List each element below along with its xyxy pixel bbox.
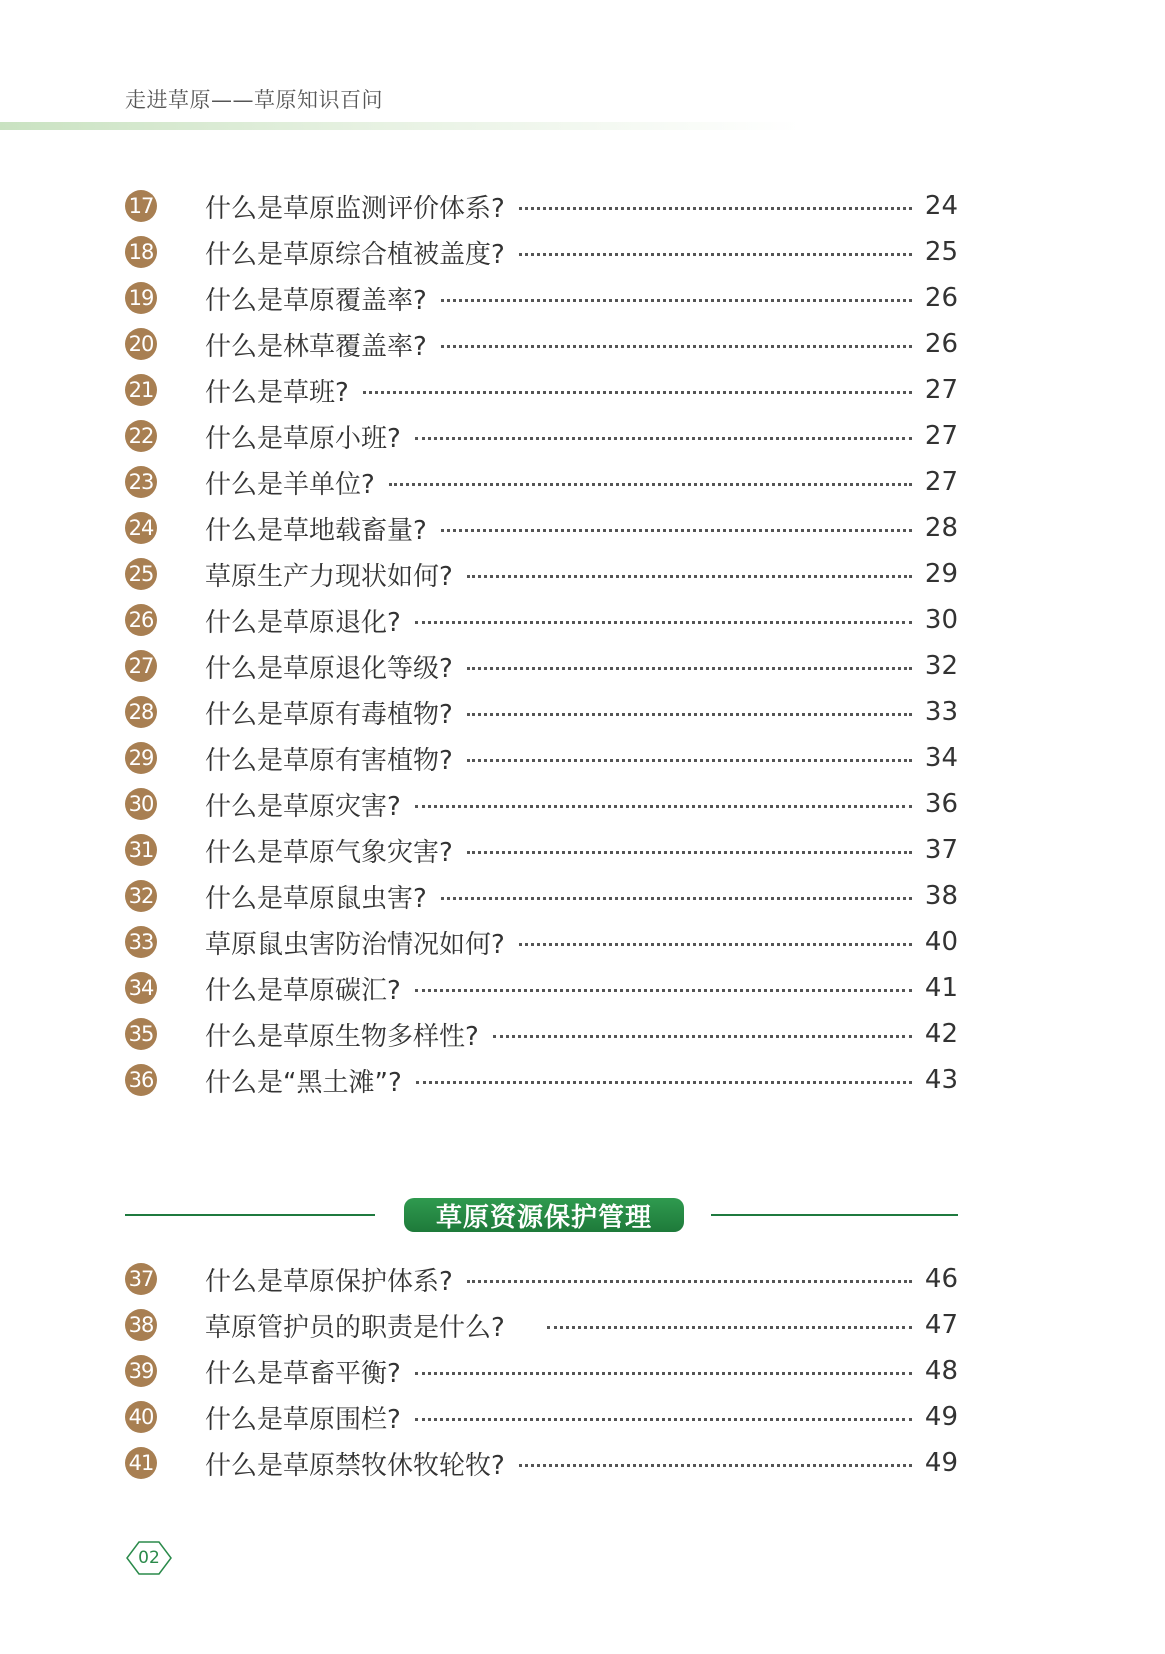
entry-number-badge: 30 [125, 788, 157, 820]
entry-page-number: 26 [924, 283, 958, 313]
entry-number-badge: 34 [125, 972, 157, 1004]
toc-entry[interactable] [125, 369, 958, 411]
dot-leader [547, 1326, 912, 1329]
entry-question: 什么是草原有毒植物? [205, 699, 453, 730]
entry-question: 什么是草原禁牧休牧轮牧? [205, 1450, 505, 1481]
entry-question: 什么是“黑土滩”? [205, 1067, 402, 1098]
entry-page-number: 25 [924, 237, 958, 267]
toc-entry[interactable] [125, 921, 958, 963]
dot-leader [467, 759, 912, 762]
toc-entry[interactable] [125, 691, 958, 733]
entry-question: 什么是草原退化? [205, 607, 401, 638]
entry-number-badge: 40 [125, 1401, 157, 1433]
entry-page-number: 26 [924, 329, 958, 359]
entry-number-badge: 29 [125, 742, 157, 774]
entry-question: 什么是草原监测评价体系? [205, 193, 505, 224]
toc-entry[interactable] [125, 1396, 958, 1438]
entry-question: 什么是草原鼠虫害? [205, 883, 427, 914]
toc-entry[interactable] [125, 277, 958, 319]
dot-leader [415, 1372, 912, 1375]
dot-leader [493, 1035, 912, 1038]
entry-page-number: 27 [924, 421, 958, 451]
entry-page-number: 43 [924, 1065, 958, 1095]
entry-question: 什么是草原综合植被盖度? [205, 239, 505, 270]
entry-question: 什么是草原退化等级? [205, 653, 453, 684]
toc-entry[interactable] [125, 645, 958, 687]
entry-page-number: 40 [924, 927, 958, 957]
toc-entry[interactable] [125, 1350, 958, 1392]
dot-leader [519, 1464, 912, 1467]
section-divider-right [711, 1214, 958, 1216]
entry-number-badge: 37 [125, 1263, 157, 1295]
dot-leader [519, 943, 912, 946]
toc-entry[interactable] [125, 875, 958, 917]
entry-number-badge: 27 [125, 650, 157, 682]
entry-number-badge: 22 [125, 420, 157, 452]
dot-leader [441, 345, 912, 348]
entry-question: 什么是草原覆盖率? [205, 285, 427, 316]
entry-question: 什么是草原气象灾害? [205, 837, 453, 868]
entry-number-badge: 38 [125, 1309, 157, 1341]
dot-leader [467, 667, 912, 670]
dot-leader [416, 1081, 912, 1084]
dot-leader [415, 989, 912, 992]
entry-page-number: 48 [924, 1356, 958, 1386]
entry-number-badge: 33 [125, 926, 157, 958]
entry-page-number: 38 [924, 881, 958, 911]
entry-question: 什么是草原碳汇? [205, 975, 401, 1006]
dot-leader [415, 621, 912, 624]
entry-number-badge: 23 [125, 466, 157, 498]
entry-number-badge: 26 [125, 604, 157, 636]
toc-entry[interactable] [125, 1442, 958, 1484]
entry-page-number: 30 [924, 605, 958, 635]
entry-number-badge: 25 [125, 558, 157, 590]
dot-leader [467, 575, 912, 578]
entry-question: 草原管护员的职责是什么? [205, 1312, 505, 1343]
dot-leader [467, 1280, 912, 1283]
entry-page-number: 33 [924, 697, 958, 727]
entry-number-badge: 31 [125, 834, 157, 866]
entry-page-number: 27 [924, 375, 958, 405]
header-decorative-band [0, 122, 800, 130]
dot-leader [467, 851, 912, 854]
entry-question: 草原生产力现状如何? [205, 561, 453, 592]
entry-number-badge: 17 [125, 190, 157, 222]
toc-entry[interactable] [125, 967, 958, 1009]
dot-leader [441, 897, 912, 900]
entry-question: 什么是羊单位? [205, 469, 375, 500]
dot-leader [441, 299, 912, 302]
entry-number-badge: 35 [125, 1018, 157, 1050]
entry-page-number: 37 [924, 835, 958, 865]
dot-leader [415, 805, 912, 808]
entry-page-number: 42 [924, 1019, 958, 1049]
toc-entry[interactable] [125, 185, 958, 227]
toc-entry[interactable] [125, 415, 958, 457]
toc-entry[interactable] [125, 829, 958, 871]
toc-entry[interactable] [125, 553, 958, 595]
toc-entry[interactable] [125, 507, 958, 549]
entry-page-number: 49 [924, 1402, 958, 1432]
running-header-title: 走进草原——草原知识百问 [125, 88, 383, 112]
entry-page-number: 36 [924, 789, 958, 819]
entry-page-number: 32 [924, 651, 958, 681]
entry-page-number: 28 [924, 513, 958, 543]
entry-question: 什么是草原围栏? [205, 1404, 401, 1435]
toc-entry[interactable] [125, 461, 958, 503]
entry-page-number: 47 [924, 1310, 958, 1340]
entry-question: 什么是草原有害植物? [205, 745, 453, 776]
dot-leader [415, 437, 912, 440]
toc-entry[interactable] [125, 783, 958, 825]
toc-entry[interactable] [125, 1013, 958, 1055]
entry-question: 什么是林草覆盖率? [205, 331, 427, 362]
entry-number-badge: 28 [125, 696, 157, 728]
dot-leader [363, 391, 912, 394]
toc-entry[interactable] [125, 1304, 958, 1346]
entry-question: 什么是草班? [205, 377, 349, 408]
dot-leader [519, 207, 912, 210]
entry-page-number: 49 [924, 1448, 958, 1478]
entry-page-number: 24 [924, 191, 958, 221]
entry-number-badge: 21 [125, 374, 157, 406]
entry-number-badge: 41 [125, 1447, 157, 1479]
entry-question: 什么是草原小班? [205, 423, 401, 454]
entry-number-badge: 18 [125, 236, 157, 268]
entry-question: 什么是草原生物多样性? [205, 1021, 479, 1052]
dot-leader [389, 483, 912, 486]
page-number: 02 [138, 1548, 160, 1568]
entry-question: 什么是草原保护体系? [205, 1266, 453, 1297]
entry-number-badge: 39 [125, 1355, 157, 1387]
section-heading: 草原资源保护管理 [404, 1198, 684, 1232]
entry-number-badge: 19 [125, 282, 157, 314]
toc-entry[interactable] [125, 231, 958, 273]
entry-number-badge: 24 [125, 512, 157, 544]
toc-entry[interactable] [125, 737, 958, 779]
entry-number-badge: 36 [125, 1064, 157, 1096]
dot-leader [467, 713, 912, 716]
dot-leader [441, 529, 912, 532]
entry-page-number: 34 [924, 743, 958, 773]
entry-number-badge: 20 [125, 328, 157, 360]
entry-page-number: 29 [924, 559, 958, 589]
section-divider-left [125, 1214, 375, 1216]
entry-question: 什么是草地载畜量? [205, 515, 427, 546]
entry-page-number: 41 [924, 973, 958, 1003]
toc-entry[interactable] [125, 1258, 958, 1300]
entry-question: 什么是草畜平衡? [205, 1358, 401, 1389]
page-number-badge [125, 1540, 173, 1576]
toc-entry[interactable] [125, 323, 958, 365]
toc-entry[interactable] [125, 599, 958, 641]
entry-number-badge: 32 [125, 880, 157, 912]
dot-leader [415, 1418, 912, 1421]
dot-leader [519, 253, 912, 256]
entry-page-number: 46 [924, 1264, 958, 1294]
toc-entry[interactable] [125, 1059, 958, 1101]
entry-question: 草原鼠虫害防治情况如何? [205, 929, 505, 960]
entry-question: 什么是草原灾害? [205, 791, 401, 822]
entry-page-number: 27 [924, 467, 958, 497]
